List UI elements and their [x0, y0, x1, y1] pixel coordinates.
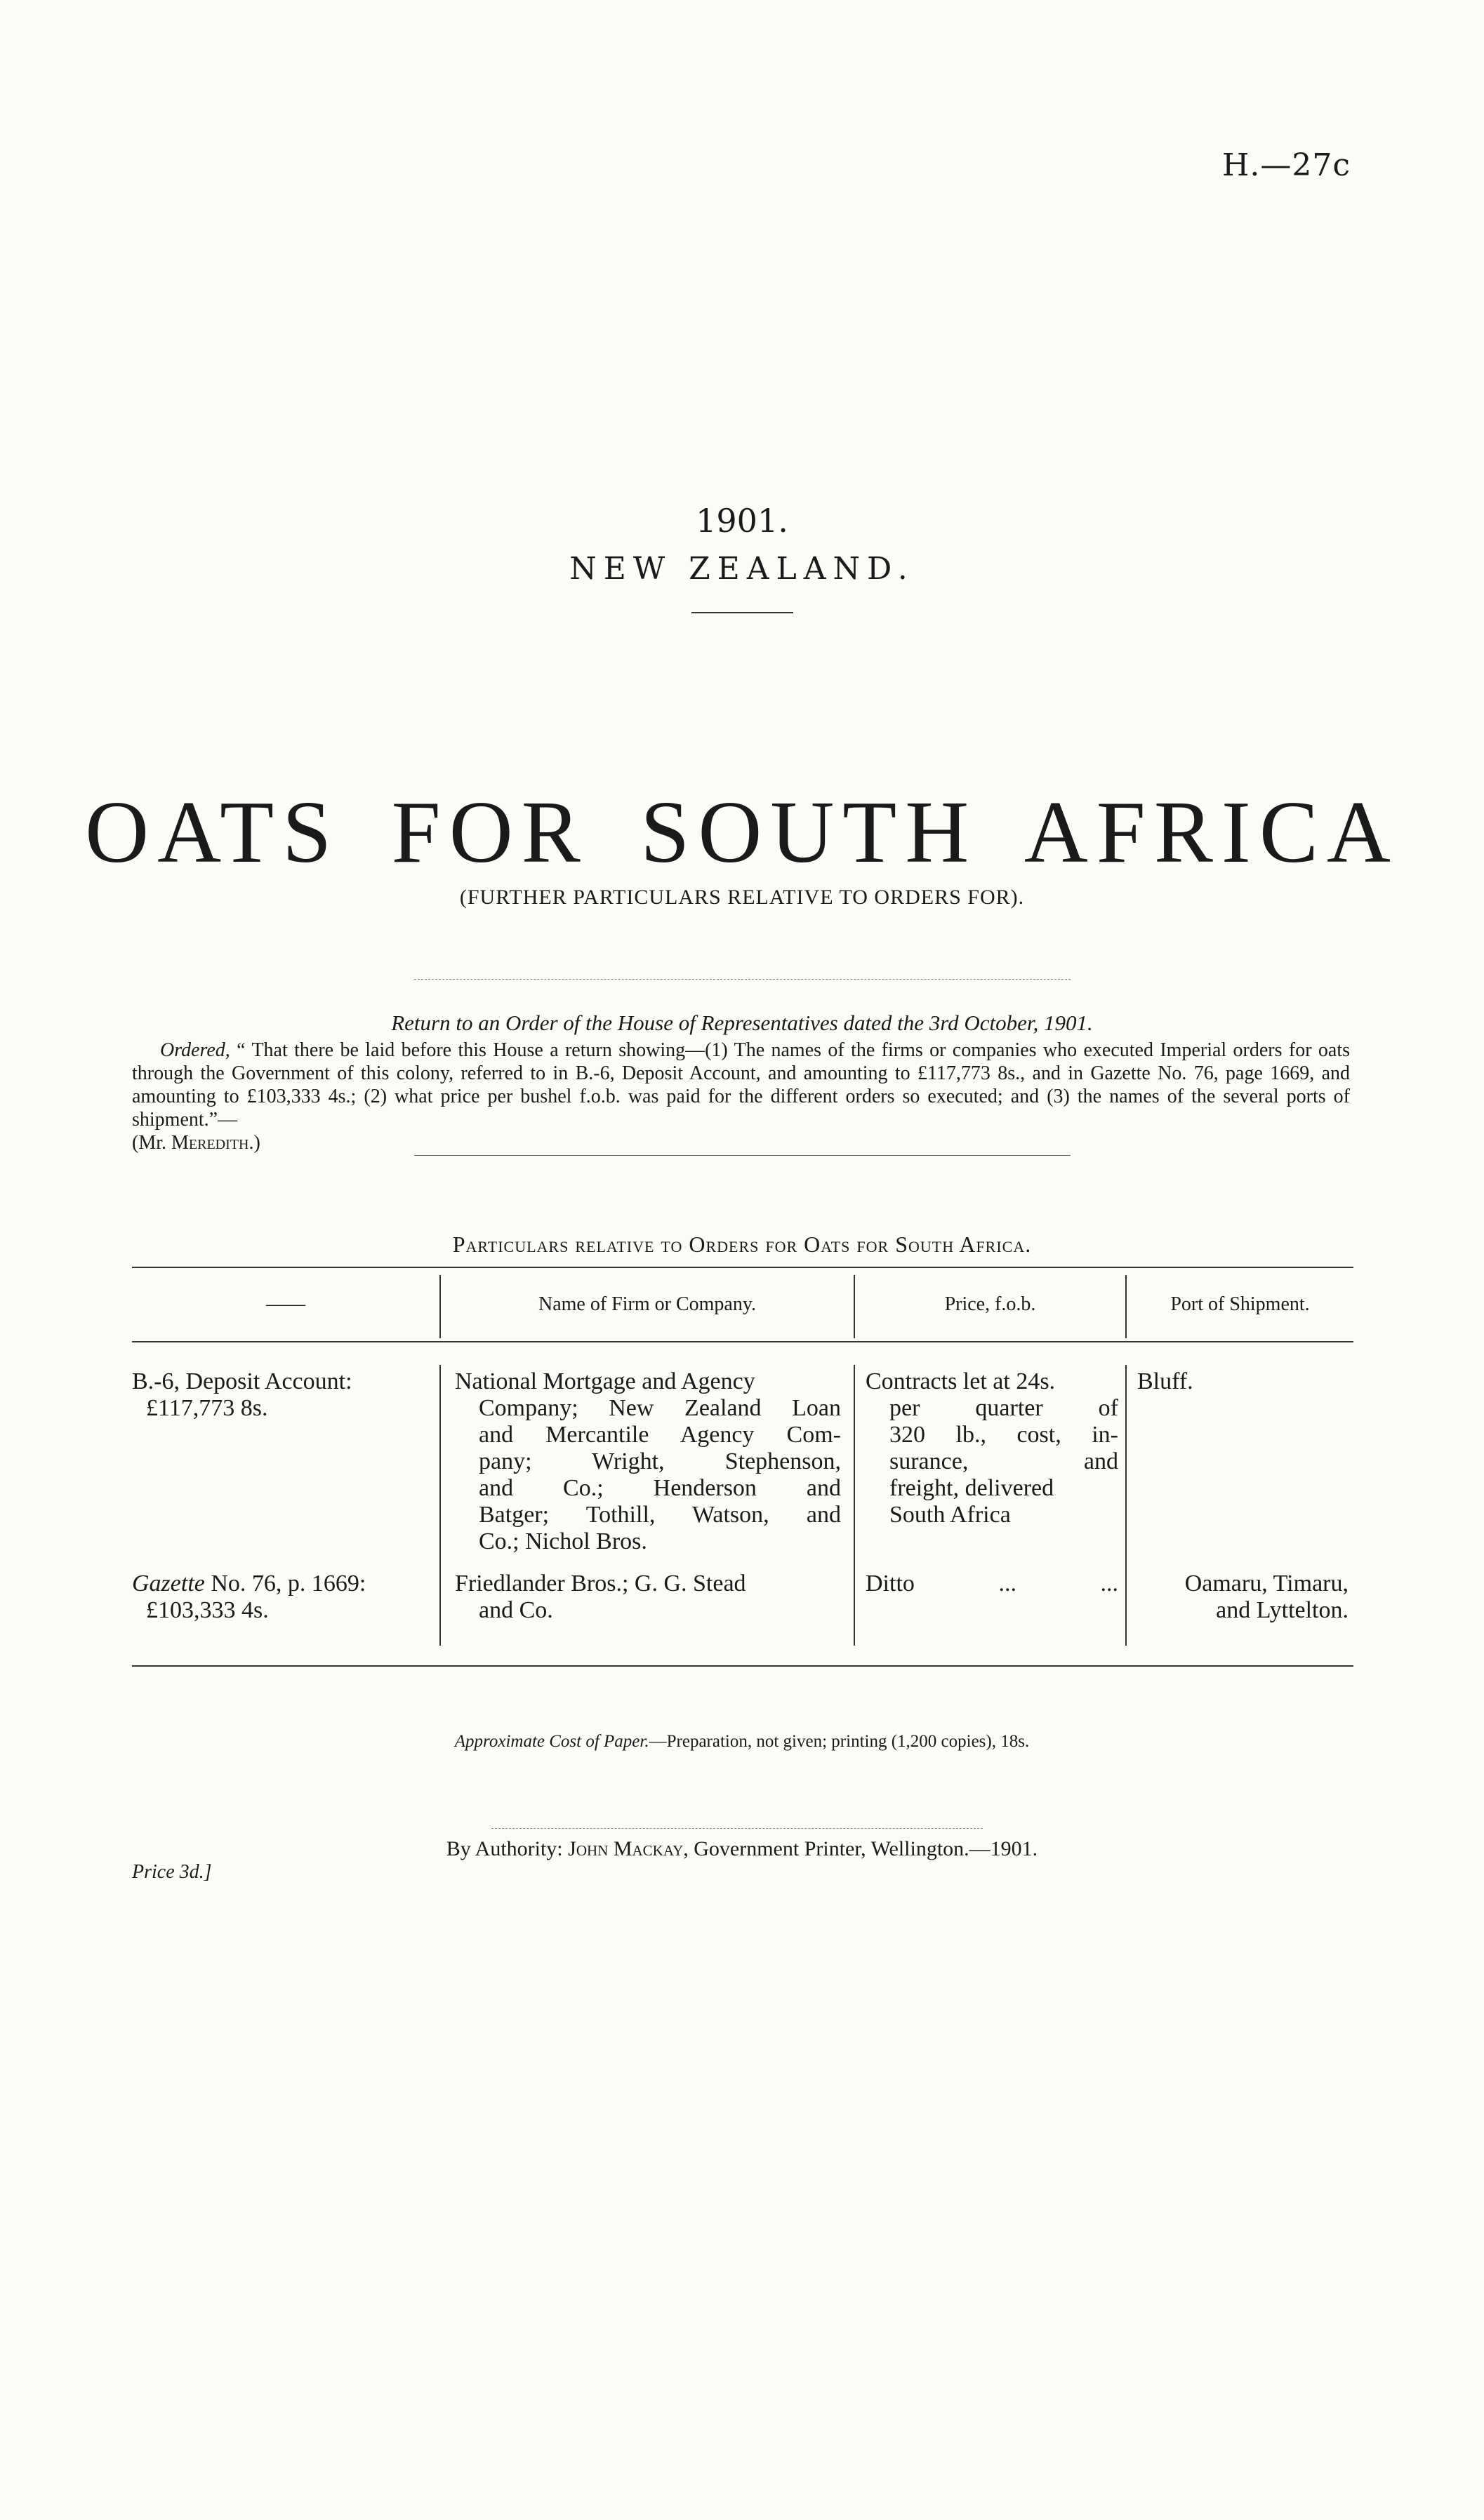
approx-cost-note: [0, 1732, 1484, 1752]
country-heading: NEW ZEALAND.: [569, 551, 915, 587]
row1-firm: National Mortgage and Agency Company; New Zealand Loan and Mercantile Agency Com- pany; Wright, Stephenson, and Co.; Henderson and Batger; Tothill, Watson, and Co.; Nichol Bros.: [455, 1368, 841, 1554]
row1-port: Bluff.: [1137, 1368, 1193, 1394]
row1-account: B.-6, Deposit Account: £117,773 8s.: [132, 1368, 352, 1421]
table-caption: Particulars relative to Orders for Oats for South Africa.: [452, 1232, 1032, 1257]
footer-divider: [491, 1828, 983, 1829]
order-divider: [414, 1155, 1071, 1156]
row2-port: Oamaru, Timaru, and Lyttelton.: [1184, 1571, 1349, 1623]
mover-name: Meredith: [171, 1132, 249, 1154]
header-blank: ——: [266, 1293, 305, 1315]
particulars-table: [132, 1267, 1353, 1674]
header-price: Price, f.o.b.: [944, 1293, 1036, 1315]
order-paragraph: [132, 1039, 1350, 1154]
table-top-rule: [132, 1267, 1353, 1268]
header-port: Port of Shipment.: [1170, 1293, 1310, 1315]
year-heading: 1901.: [696, 502, 788, 540]
row2-account: Gazette No. 76, p. 1669: £103,333 4s.: [132, 1571, 366, 1623]
row2-price: Ditto ... ...: [866, 1571, 1118, 1596]
price-note: Price 3d.]: [132, 1861, 212, 1883]
document-reference: H.—27c: [1222, 147, 1351, 183]
approx-cost-text: —Preparation, not given; printing (1,200 copies), 18s.: [649, 1732, 1030, 1751]
table-header-rule: [132, 1341, 1353, 1342]
table-bottom-rule: [132, 1665, 1353, 1667]
page-subtitle: (FURTHER PARTICULARS RELATIVE TO ORDERS FOR).: [459, 886, 1025, 909]
row1-price: Contracts let at 24s. per quarter of 320 lb., cost, in- surance, and freight, delivered South Africa: [866, 1368, 1118, 1528]
section-divider: [414, 979, 1071, 980]
printer-authority: By Authority: John Mackay, Government Printer, Wellington.—1901.: [446, 1837, 1038, 1860]
col-divider: [1125, 1365, 1127, 1646]
mover-suffix: .): [249, 1132, 260, 1154]
header-firm: Name of Firm or Company.: [538, 1293, 757, 1315]
printer-name: John Mackay: [568, 1837, 684, 1860]
return-statement: Return to an Order of the House of Representatives dated the 3rd October, 1901.: [391, 1011, 1093, 1035]
col-divider: [439, 1365, 441, 1646]
heading-divider: [691, 612, 793, 613]
row2-firm: Friedlander Bros.; G. G. Stead and Co.: [455, 1571, 746, 1623]
page-title: OATS FOR SOUTH AFRICA: [85, 784, 1399, 881]
col-divider: [854, 1365, 855, 1646]
ordered-label: Ordered,: [160, 1039, 230, 1061]
mover-prefix: (Mr.: [132, 1132, 171, 1154]
order-body: “ That there be laid before this House a return showing—(1) The names of the firms or companies who executed Imperial orders for oats through the Government of this colony, referred to in B.-6, Deposit Account, and amounting to £117,773 8s., and in Gazette No. 76, page 1669, and amounting to £103,333 4s.; (2) what price per bushel f.o.b. was paid for the different orders so executed; and (3) the names of the several ports of shipment.”—: [132, 1039, 1351, 1131]
approx-cost-label: Approximate Cost of Paper.: [454, 1732, 649, 1751]
